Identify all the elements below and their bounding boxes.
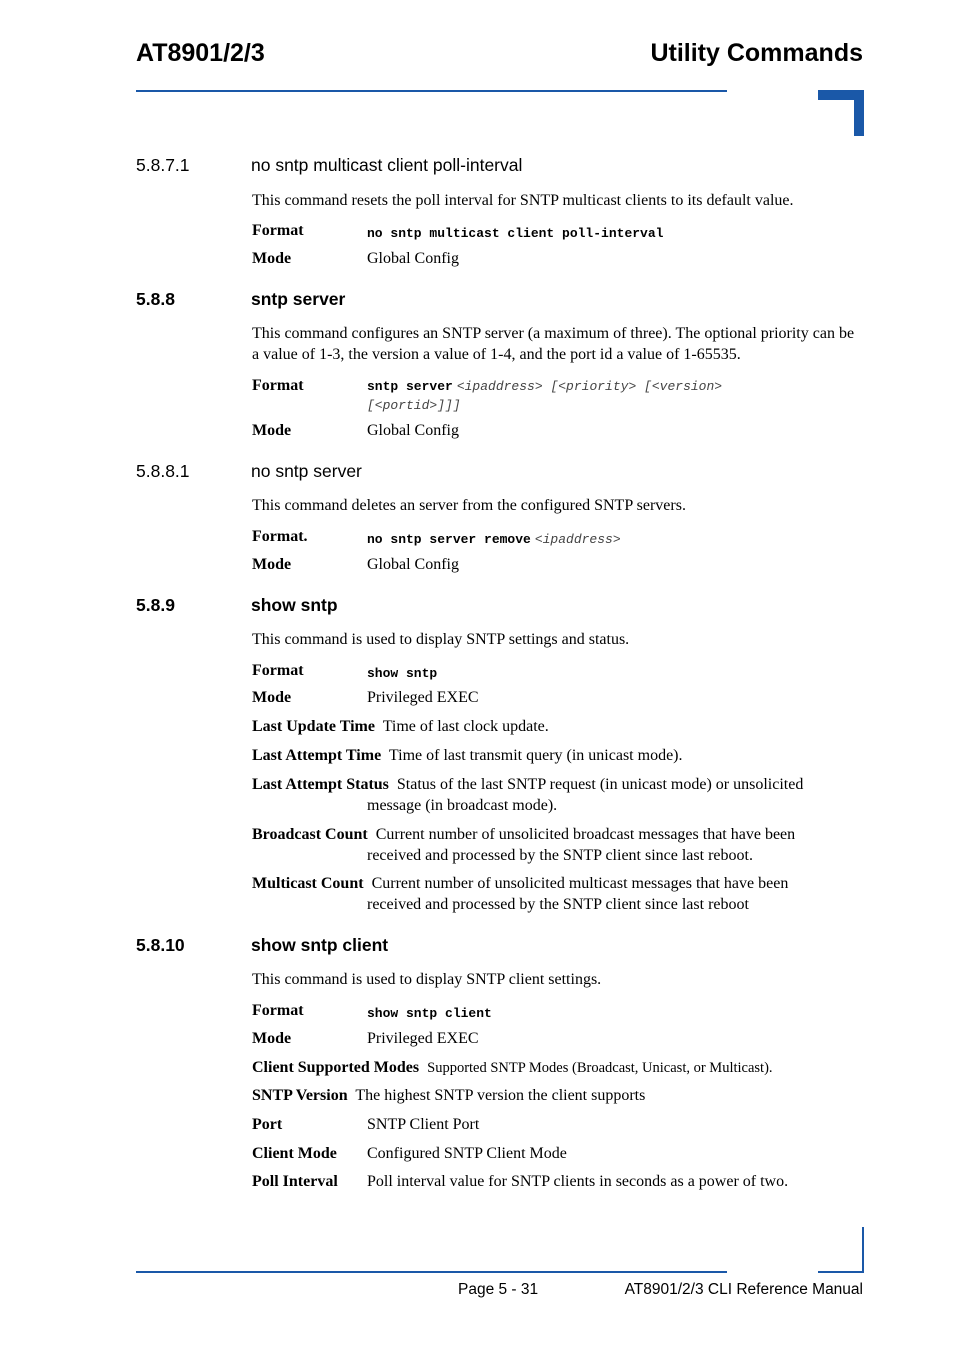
definition-term: Client Supported Modes <box>252 1059 420 1076</box>
mode-value: Global Config <box>367 556 459 573</box>
command-text: no sntp multicast client poll-interval <box>367 226 664 241</box>
section-number: 5.8.9 <box>136 595 175 615</box>
definition-text: Current number of unsolicited broadcast messages that have been <box>375 826 796 843</box>
definition-text: Status of the last SNTP request (in unicast mode) or unsolicited <box>396 776 804 793</box>
section-title: show sntp <box>251 595 338 615</box>
format-label: Format. <box>252 528 308 545</box>
definition-text: The highest SNTP version the client supports <box>355 1087 646 1104</box>
definition-text: Time of last clock update. <box>382 718 549 735</box>
format-command <box>367 528 621 550</box>
definition-text-continued: received and processed by the SNTP client since last reboot. <box>367 847 753 864</box>
section-description: This command is used to display SNTP settings and status. <box>252 631 630 648</box>
mode-label: Mode <box>252 1030 292 1047</box>
definition-term: Client Mode <box>252 1145 337 1162</box>
mode-value: Privileged EXEC <box>367 689 479 706</box>
definition-item <box>252 774 862 816</box>
definition-item <box>252 716 862 737</box>
definition-text: Configured SNTP Client Mode <box>367 1145 567 1162</box>
doc-title: AT8901/2/3 <box>136 39 265 67</box>
definition-term: SNTP Version <box>252 1087 348 1104</box>
definition-term: Multicast Count <box>252 875 364 892</box>
format-command <box>367 377 722 415</box>
definition-item <box>252 824 862 866</box>
section-title: sntp server <box>251 289 346 309</box>
definition-item <box>252 873 862 915</box>
command-text: show sntp <box>367 666 438 681</box>
definition-item <box>252 1085 862 1106</box>
command-args-continued: [<portid>]]] <box>367 398 461 413</box>
mode-value: Global Config <box>367 422 459 439</box>
footer-rule <box>136 1271 727 1273</box>
command-args: <ipaddress> <box>534 532 621 547</box>
definition-term: Last Update Time <box>252 718 375 735</box>
section-description: This command is used to display SNTP client settings. <box>252 971 602 988</box>
format-command <box>367 222 663 244</box>
mode-label: Mode <box>252 556 292 573</box>
mode-value: Global Config <box>367 250 459 267</box>
section-number: 5.8.10 <box>136 935 185 955</box>
section-description: This command deletes an server from the configured SNTP servers. <box>252 497 686 514</box>
section-number: 5.8.8.1 <box>136 461 190 481</box>
format-label: Format <box>252 377 304 394</box>
section-number: 5.8.7.1 <box>136 155 190 175</box>
format-command <box>367 1002 492 1024</box>
format-command <box>367 662 437 684</box>
format-label: Format <box>252 662 304 679</box>
format-label: Format <box>252 222 304 239</box>
command-text: sntp server <box>367 379 453 394</box>
definition-term: Last Attempt Time <box>252 747 382 764</box>
definition-item <box>252 1057 862 1079</box>
command-text: no sntp server remove <box>367 532 531 547</box>
header-corner-mark <box>818 90 864 136</box>
definition-text-continued: received and processed by the SNTP client since last reboot <box>367 896 749 913</box>
section-number: 5.8.8 <box>136 289 175 309</box>
definition-term: Poll Interval <box>252 1173 338 1190</box>
command-text: show sntp client <box>367 1006 492 1021</box>
definition-text-continued: message (in broadcast mode). <box>367 797 558 814</box>
definition-term: Last Attempt Status <box>252 776 389 793</box>
definition-text: SNTP Client Port <box>367 1116 480 1133</box>
section-description: This command configures an SNTP server (a maximum of three). The optional priority can be a value of 1-3, the version a value of 1-4, and the port id a value of 1-65535. <box>252 325 855 363</box>
definition-text: Current number of unsolicited multicast messages that have been <box>371 875 789 892</box>
mode-label: Mode <box>252 422 292 439</box>
definition-text: Time of last transmit query (in unicast mode). <box>388 747 683 764</box>
section-title: no sntp server <box>251 461 362 481</box>
mode-value: Privileged EXEC <box>367 1030 479 1047</box>
mode-label: Mode <box>252 689 292 706</box>
footer-corner-mark <box>818 1227 864 1273</box>
definition-term: Broadcast Count <box>252 826 368 843</box>
manual-title: AT8901/2/3 CLI Reference Manual <box>624 1281 863 1298</box>
page-number: Page 5 - 31 <box>458 1281 539 1298</box>
format-label: Format <box>252 1002 304 1019</box>
definition-term: Port <box>252 1116 283 1133</box>
header-rule <box>136 90 727 92</box>
definition-text: Supported SNTP Modes (Broadcast, Unicast, or Multicast). <box>427 1060 773 1076</box>
section-title: no sntp multicast client poll-interval <box>251 155 523 175</box>
mode-label: Mode <box>252 250 292 267</box>
command-args: <ipaddress> [<priority> [<version> <box>456 379 723 394</box>
definition-text: Poll interval value for SNTP clients in seconds as a power of two. <box>367 1173 789 1190</box>
chapter-title: Utility Commands <box>650 39 863 67</box>
section-title: show sntp client <box>251 935 389 955</box>
definition-item <box>252 745 862 766</box>
section-description: This command resets the poll interval for SNTP multicast clients to its default value. <box>252 192 794 209</box>
